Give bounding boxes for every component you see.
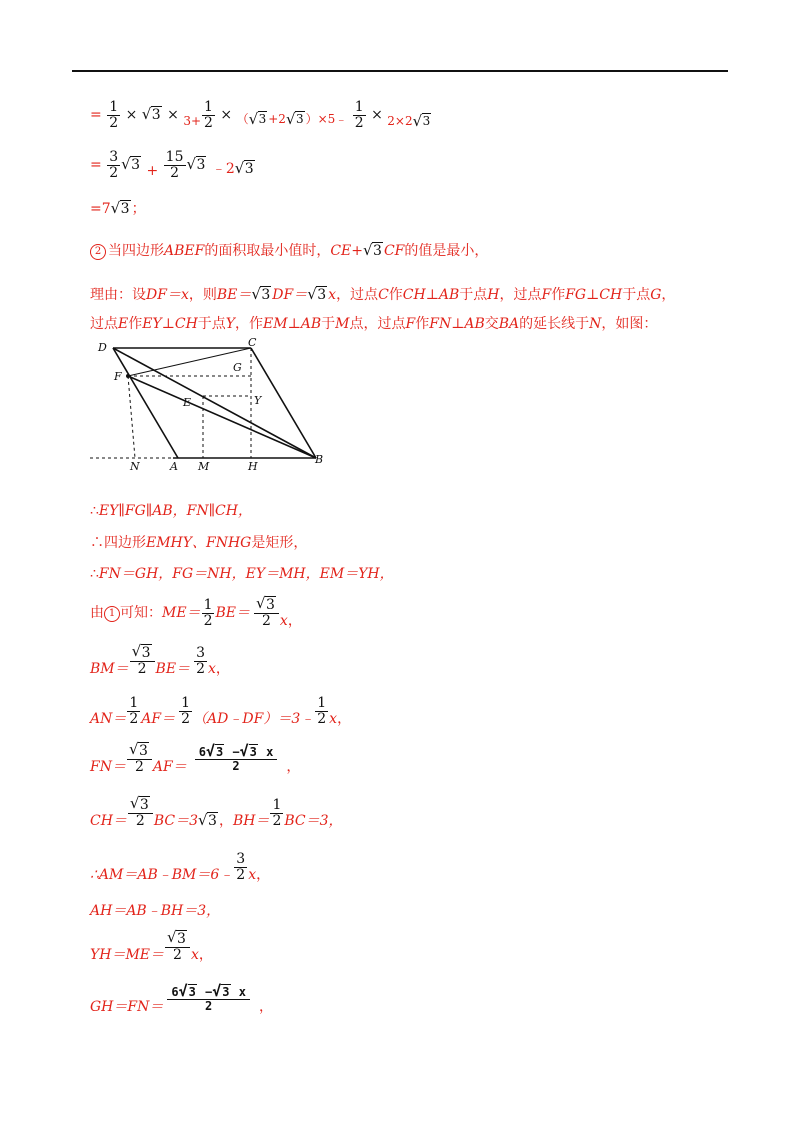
calc-line-2 bbox=[90, 150, 256, 180]
term-3-plus: 3+ bbox=[183, 114, 202, 129]
times-sign: × bbox=[167, 107, 179, 124]
eq-me: 由 1 可知：ME＝ $\frac{1}{2}$ BE＝ √ $\frac{3}{2}$ x， bbox=[90, 598, 302, 630]
plus-sign: + bbox=[146, 163, 159, 180]
times-sign: × bbox=[220, 107, 233, 124]
term-2x2-sqrt3: 2×2√ 3 bbox=[387, 114, 432, 128]
label-g: G bbox=[233, 361, 242, 374]
label-y: Y bbox=[254, 394, 262, 407]
times-sign: × bbox=[371, 107, 383, 124]
sqrt-3: √ 3 bbox=[142, 107, 162, 123]
calc-line-1 bbox=[90, 100, 432, 130]
label-n: N bbox=[130, 460, 140, 473]
label-h: H bbox=[248, 460, 258, 473]
geometry-figure bbox=[88, 336, 338, 476]
times-sign: × bbox=[125, 107, 138, 124]
reason-line-2: 过点E作EY⊥CH于点Y，作EM⊥AB于M点，过点F作FN⊥AB交BA的延长线于N，如图： bbox=[90, 316, 658, 332]
conclusion-1: ∴EY∥FG∥AB，FN∥CH， bbox=[90, 503, 252, 519]
point-f bbox=[126, 374, 130, 378]
eq-fn: FN＝ √ $\frac{3}{2}$ AF＝ $\frac{6√ 3 -√ 3 x}{2}$ ， bbox=[90, 744, 300, 776]
eq-yh: YH＝ME＝ √ $\frac{3}{2}$ x， bbox=[90, 932, 213, 964]
eq-gh: GH＝FN＝ $\frac{6√ 3 -√ 3 x}{2}$ ， bbox=[90, 986, 273, 1016]
segment-da bbox=[113, 348, 178, 458]
label-f: F bbox=[114, 370, 122, 383]
calc-line-3 bbox=[90, 198, 146, 218]
semicolon: ； bbox=[131, 201, 146, 217]
label-e: E bbox=[183, 396, 192, 409]
sqrt-3: √ 3 bbox=[111, 201, 131, 217]
label-c: C bbox=[248, 336, 257, 349]
circled-number-1: 1 bbox=[104, 606, 120, 622]
equals-sign: = bbox=[90, 157, 102, 174]
label-a: A bbox=[170, 460, 178, 473]
equals-sign: = bbox=[90, 107, 102, 124]
sqrt-3: √ 3 bbox=[235, 161, 255, 177]
conclusion-2: ∴四边形EMHY、FNHG是矩形， bbox=[90, 535, 308, 551]
sqrt-3: √ 3 bbox=[187, 157, 207, 173]
fraction-half: $\frac{1}{2}$ bbox=[354, 99, 364, 131]
segment-db bbox=[113, 348, 316, 458]
segment-fb bbox=[128, 376, 316, 458]
paren-expression: （√ 3 +2√ 3 ）×5﹣ bbox=[237, 112, 348, 126]
fraction-15-2: $\frac{15}{2}$ bbox=[165, 149, 184, 181]
minus-term: ﹣2 bbox=[211, 161, 235, 178]
eq-ch: CH＝ √ $\frac{3}{2}$ BC＝3√ 3 ，BH＝ $\frac{1}{2}$ BC＝3， bbox=[90, 798, 343, 830]
label-d: D bbox=[98, 341, 107, 354]
part-2-heading bbox=[90, 240, 488, 260]
reason-line-1: 理由：设DF＝x，则BE＝√ 3 DF＝√ 3 x，过点C作CH⊥AB于点H，过点F作FG⊥CH于点G， bbox=[90, 284, 675, 304]
eq-an: AN＝ $\frac{1}{2}$ AF＝ $\frac{1}{2}$ （AD﹣DF）＝3﹣ $\frac{1}{2}$ x， bbox=[90, 695, 352, 728]
fraction-half: $\frac{1}{2}$ bbox=[109, 99, 119, 131]
header-rule bbox=[72, 70, 728, 72]
fraction-3-2: $\frac{3}{2}$ bbox=[109, 149, 119, 181]
circled-number-2: 2 bbox=[90, 244, 106, 260]
fraction-half: $\frac{1}{2}$ bbox=[204, 99, 213, 131]
result-value: =7 bbox=[90, 201, 111, 217]
eq-bm: BM＝ √ $\frac{3}{2}$ BE＝ $\frac{3}{2}$ x， bbox=[90, 646, 230, 678]
eq-am: ∴AM＝AB﹣BM＝6﹣ $\frac{3}{2}$ x， bbox=[90, 851, 271, 884]
sqrt-3: √ 3 bbox=[121, 157, 141, 173]
label-b: B bbox=[315, 453, 324, 466]
conclusion-3: ∴FN＝GH，FG＝NH，EY＝MH，EM＝YH， bbox=[90, 566, 394, 582]
segment-fn bbox=[128, 376, 135, 458]
eq-ah: AH＝AB﹣BH＝3， bbox=[90, 903, 221, 919]
label-m: M bbox=[198, 460, 210, 473]
part-2-text: 当四边形ABEF的面积取最小值时，CE+√ 3 CF的值是最小， bbox=[108, 243, 488, 259]
